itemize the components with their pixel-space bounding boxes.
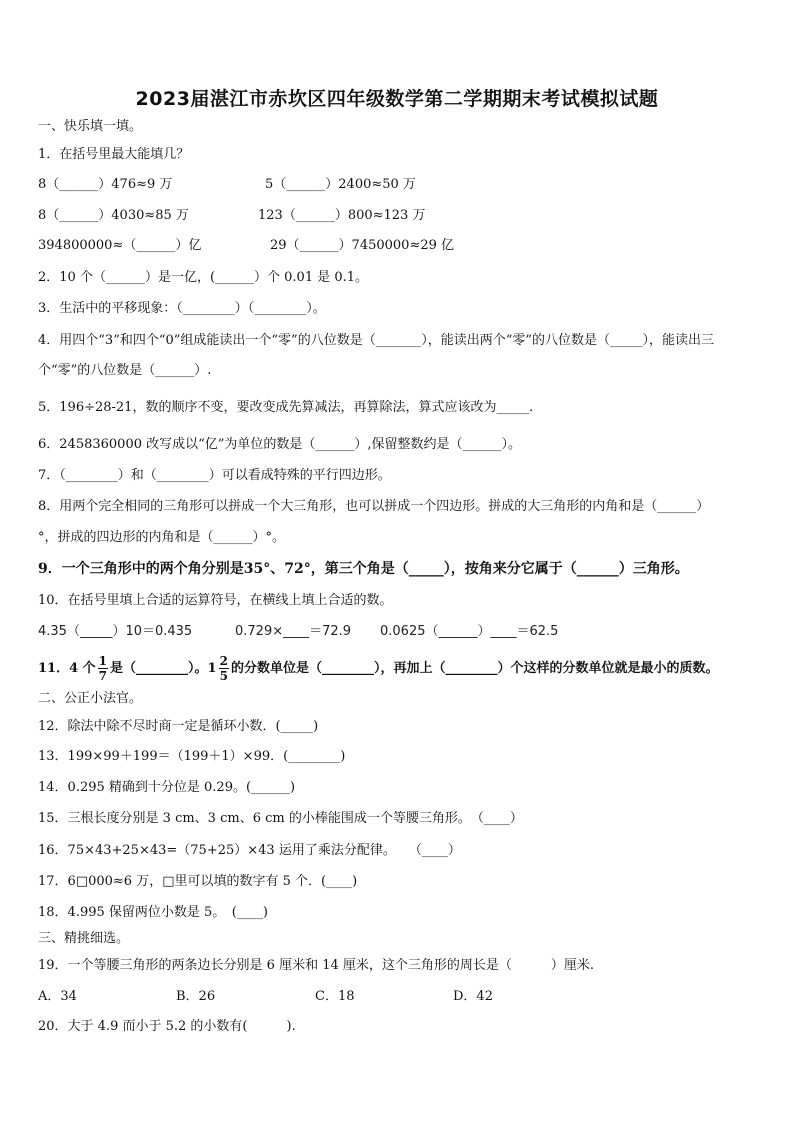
section-heading-1: 一、快乐填一填。	[38, 119, 143, 134]
section-heading-3: 三、精挑细选。	[38, 931, 130, 946]
question-11-part-2: 是（________）。1	[110, 661, 217, 676]
question-1-row-1b: 5（______）2400≈50 万	[265, 177, 416, 192]
question-3: 3．生活中的平移现象：（________）（________）。	[38, 301, 326, 316]
question-10-expr-2: 0.729×____＝72.9	[235, 624, 352, 639]
question-15: 15．三根长度分别是 3 cm、3 cm、6 cm 的小棒能围成一个等腰三角形。 （____）	[38, 811, 523, 826]
fraction-one-seventh	[98, 654, 108, 683]
question-18: 18．4.995 保留两位小数是 5。 (____)	[38, 905, 268, 920]
question-1-row-1a: 8（______）476≈9 万	[38, 177, 173, 192]
question-9: 9．一个三角形中的两个角分别是35°、72°，第三个角是（_____），按角来分它属于（______）三角形。	[38, 561, 689, 577]
question-19-option-d: D．42	[453, 989, 493, 1004]
question-17: 17．6□000≈6 万，□里可以填的数字有 5 个．(____)	[38, 874, 358, 889]
question-16: 16．75×43+25×43=（75+25）×43 运用了乘法分配律。 （____）	[38, 843, 461, 858]
fraction-denominator: 7	[98, 669, 108, 683]
question-10-expr-3: 0.0625（______）____＝62.5	[380, 624, 559, 639]
question-6: 6．2458360000 改写成以“亿”为单位的数是（______）,保留整数约是（______）。	[38, 437, 522, 452]
question-1-row-3b: 29（______）7450000≈29 亿	[270, 238, 455, 253]
question-1-row-3a: 394800000≈（______）亿	[38, 238, 202, 253]
question-11-part-1: 11．4 个	[38, 661, 96, 676]
question-10-stem: 10．在括号里填上合适的运算符号，在横线上填上合适的数。	[38, 593, 393, 608]
question-13: 13．199×99＋199＝（199＋1）×99．(________)	[38, 749, 346, 764]
question-19-option-a: A．34	[38, 989, 77, 1004]
fraction-numerator: 1	[98, 654, 108, 668]
fraction-numerator: 2	[219, 654, 228, 668]
question-11-part-3: 的分数单位是（________），再加上（________）个这样的分数单位就是最小的质数。	[230, 661, 719, 676]
question-1-row-2a: 8（______）4030≈85 万	[38, 208, 189, 223]
question-19-option-c: C．18	[315, 989, 355, 1004]
question-2: 2．10 个（______）是一亿，(______）个 0.01 是 0.1。	[38, 270, 369, 285]
section-heading-2: 二、公正小法官。	[38, 691, 143, 706]
question-11	[38, 654, 718, 684]
fraction-denominator: 5	[219, 669, 228, 683]
question-7: 7．（________）和（________）可以看成特殊的平行四边形。	[38, 468, 391, 483]
question-1-stem: 1．在括号里最大能填几？	[38, 147, 190, 162]
fraction-two-fifths	[219, 654, 229, 683]
question-10-expr-1: 4.35（_____）10＝0.435	[38, 624, 193, 639]
question-4-line-2: 个“零”的八位数是（______）.	[38, 363, 212, 378]
question-5: 5．196÷28-21，数的顺序不变，要改变成先算减法，再算除法，算式应该改为_____.	[38, 400, 534, 415]
question-19-stem: 19．一个等腰三角形的两条边长分别是 6 厘米和 14 厘米，这个三角形的周长是（ ）厘米.	[38, 958, 595, 973]
page-title: 2023届湛江市赤坎区四年级数学第二学期期末考试模拟试题	[135, 88, 659, 110]
question-4-line-1: 4．用四个“3”和四个“0”组成能读出一个“零”的八位数是（_______），能读出两个“零”的八位数是（_____），能读出三	[38, 333, 714, 348]
question-8-line-1: 8．用两个完全相同的三角形可以拼成一个大三角形，也可以拼成一个四边形。拼成的大三角形的内角和是（______）	[38, 499, 710, 514]
question-14: 14．0.295 精确到十分位是 0.29。(______)	[38, 780, 296, 795]
question-8-line-2: °，拼成的四边形的内角和是（______）°。	[38, 530, 286, 545]
question-20: 20．大于 4.9 而小于 5.2 的小数有( ).	[38, 1019, 296, 1034]
question-12: 12．除法中除不尽时商一定是循环小数．(_____)	[38, 719, 319, 734]
question-19-option-b: B．26	[176, 989, 216, 1004]
question-1-row-2b: 123（______）800≈123 万	[258, 208, 426, 223]
